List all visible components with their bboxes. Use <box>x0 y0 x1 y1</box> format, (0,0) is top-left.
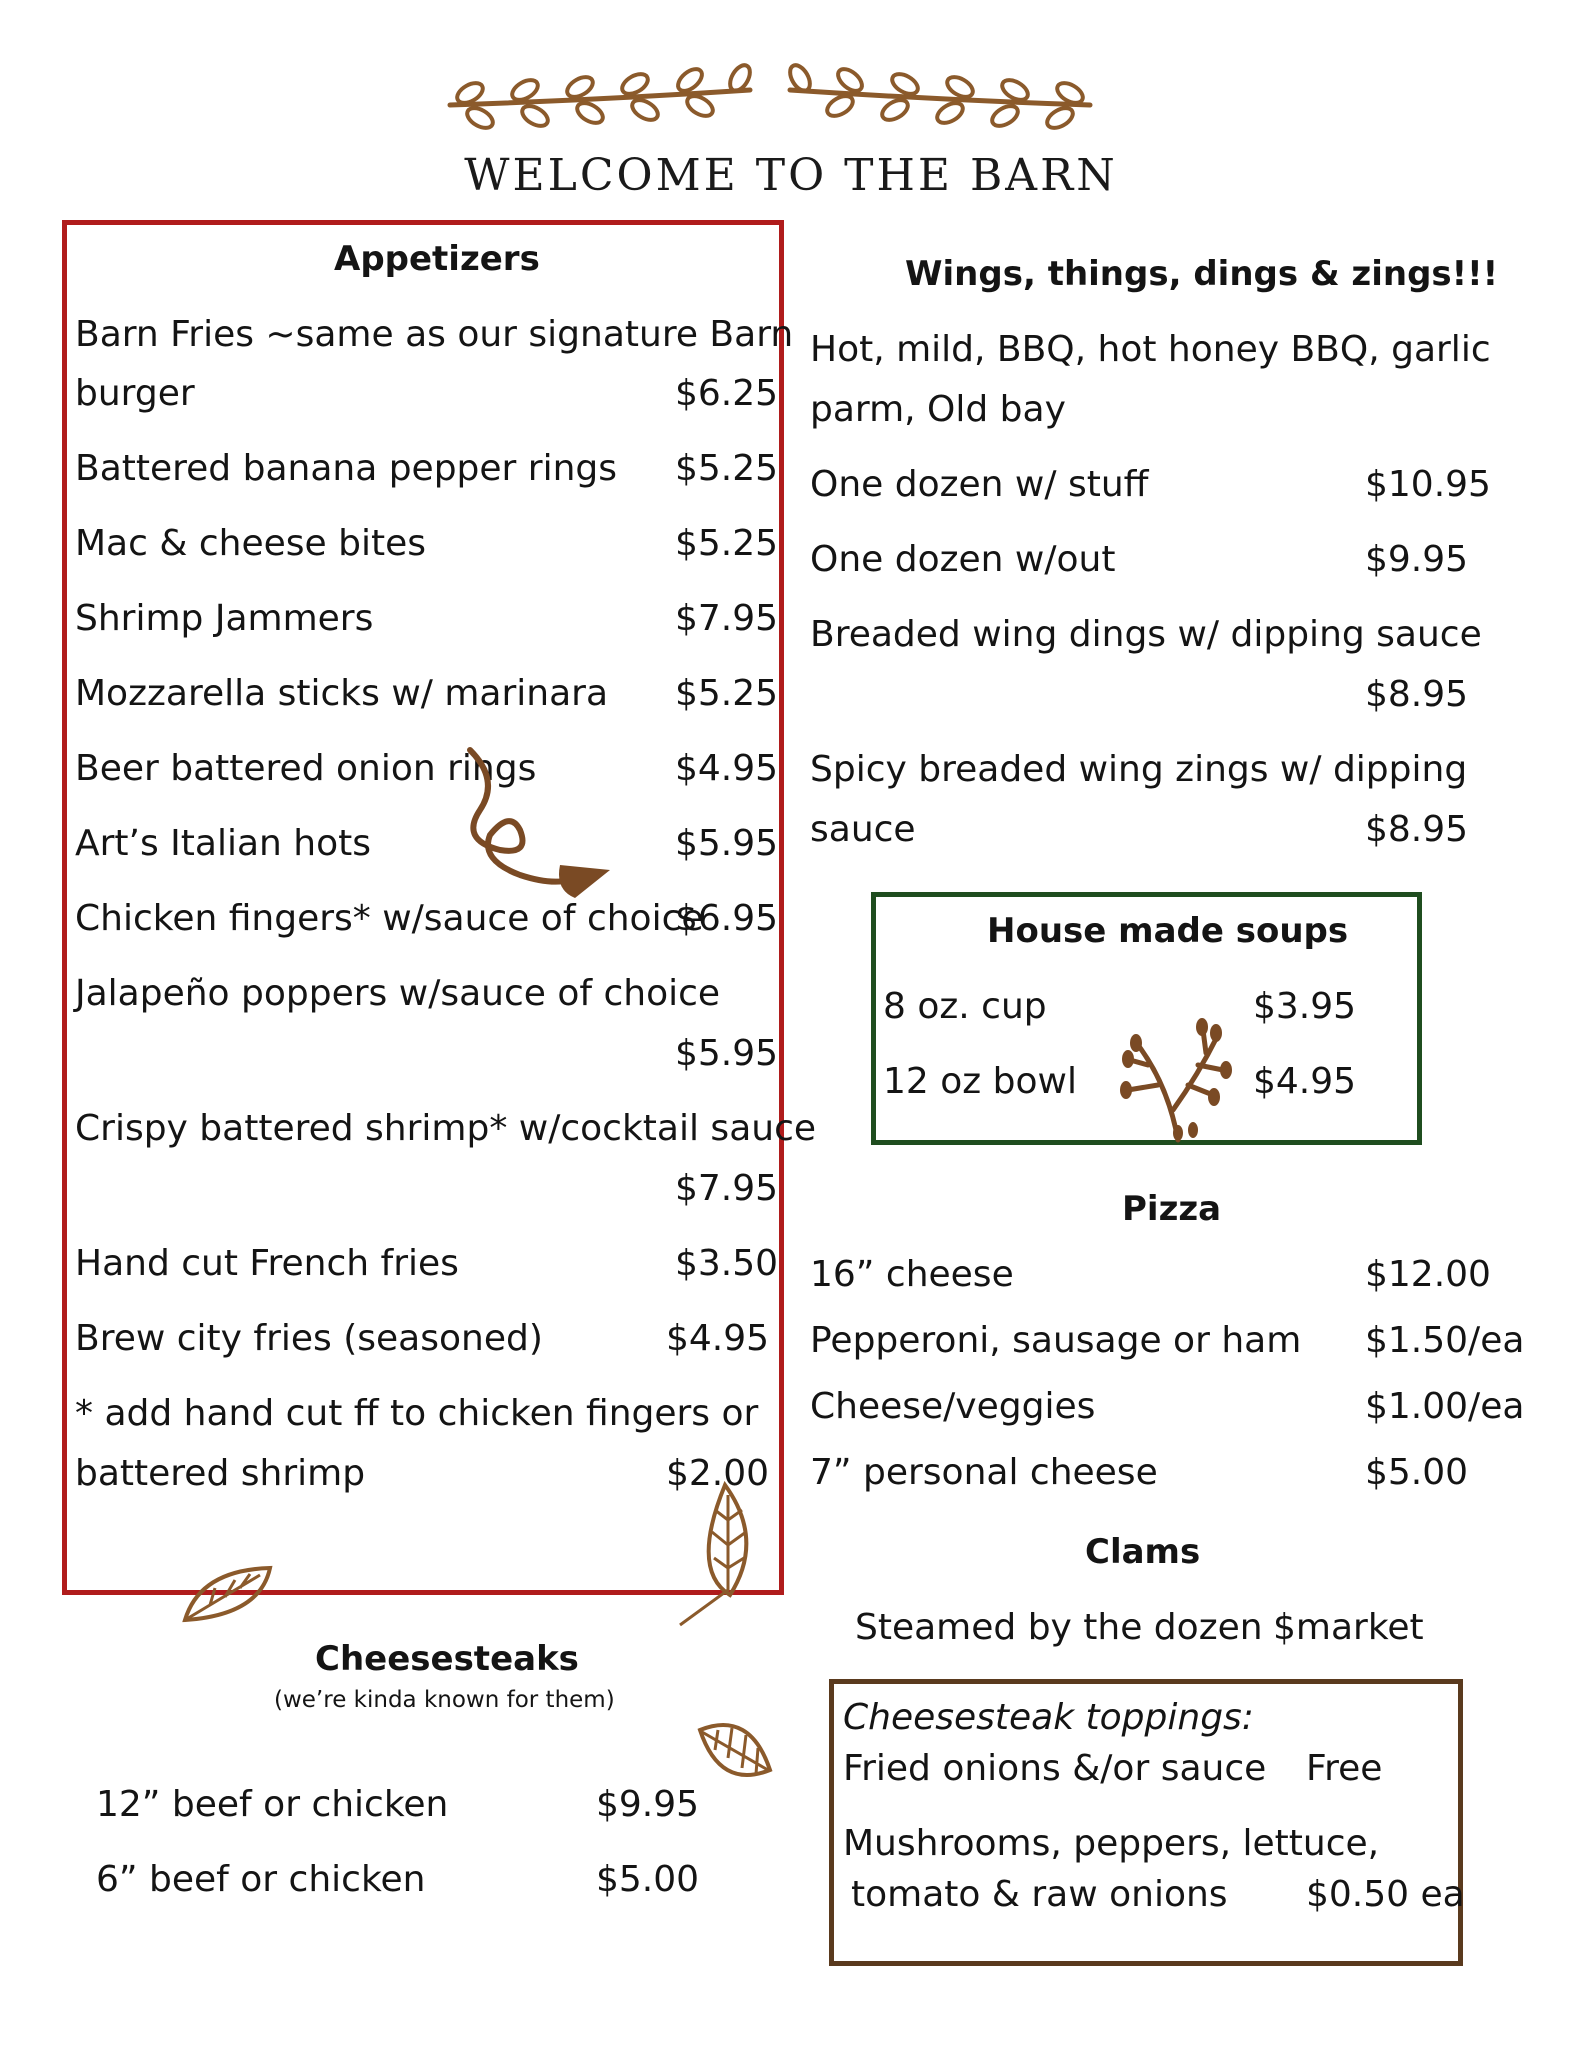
leaf-ornament-icon <box>180 1560 280 1630</box>
appetizer-item-price: $4.95 <box>675 748 779 789</box>
appetizer-item-price: $7.95 <box>675 1168 779 1209</box>
appetizer-item-name: Brew city fries (seasoned) <box>75 1318 543 1359</box>
topping-item-name: Mushrooms, peppers, lettuce, <box>843 1823 1380 1864</box>
wings-item-price: $9.95 <box>1365 539 1469 580</box>
topping-item-price: $0.50 ea <box>1306 1874 1465 1915</box>
curl-ornament-icon <box>440 740 620 900</box>
wings-item-name: Spicy breaded wing zings w/ dipping <box>810 749 1468 790</box>
appetizer-item-name: Beer battered onion rings <box>75 748 537 789</box>
appetizer-item-price: $5.25 <box>675 523 779 564</box>
appetizer-item-price: $5.25 <box>675 673 779 714</box>
laurel-ornament-icon <box>430 60 1110 140</box>
page-title: WELCOME TO THE BARN <box>464 150 1118 201</box>
sprig-ornament-icon <box>1118 1015 1238 1145</box>
appetizer-item-name: * add hand cut ff to chicken fingers or <box>75 1393 759 1434</box>
pizza-item-name: Pepperoni, sausage or ham <box>810 1320 1302 1361</box>
soup-item-price: $4.95 <box>1253 1061 1357 1102</box>
wings-item-price: $10.95 <box>1365 464 1491 505</box>
appetizer-item-name: Mac & cheese bites <box>75 523 426 564</box>
cheesesteaks-heading: Cheesesteaks <box>315 1639 579 1679</box>
appetizer-item-name: Barn Fries ~same as our signature Barn <box>75 314 794 355</box>
appetizer-item-price: $6.95 <box>675 898 779 939</box>
appetizer-item-name: Shrimp Jammers <box>75 598 374 639</box>
pizza-item-name: 16” cheese <box>810 1254 1014 1295</box>
clams-item-name: Steamed by the dozen <box>855 1607 1263 1648</box>
appetizer-item-name: Art’s Italian hots <box>75 823 372 864</box>
wings-item-name: One dozen w/out <box>810 539 1116 580</box>
leaf-ornament-icon <box>670 1480 770 1630</box>
appetizer-item-name: Hand cut French fries <box>75 1243 459 1284</box>
appetizer-item-name: Crispy battered shrimp* w/cocktail sauce <box>75 1108 817 1149</box>
pizza-item-price: $1.50/ea <box>1365 1320 1525 1361</box>
appetizer-item-name: Battered banana pepper rings <box>75 448 618 489</box>
appetizer-item-name: Chicken fingers* w/sauce of choice <box>75 898 704 939</box>
cheesesteak-item-name: 6” beef or chicken <box>96 1859 426 1900</box>
topping-item-name: tomato & raw onions <box>851 1874 1228 1915</box>
appetizer-item-name: Jalapeño poppers w/sauce of choice <box>75 973 721 1014</box>
appetizer-item-price: $4.95 <box>666 1318 770 1359</box>
cheesesteaks-subheading: (we’re kinda known for them) <box>274 1687 615 1713</box>
pizza-item-price: $1.00/ea <box>1365 1386 1525 1427</box>
appetizer-item-price: $3.50 <box>675 1243 779 1284</box>
pizza-item-price: $12.00 <box>1365 1254 1491 1295</box>
appetizer-item-price: $5.25 <box>675 448 779 489</box>
wings-heading: Wings, things, dings & zings!!! <box>905 254 1499 294</box>
appetizer-item-price: $7.95 <box>675 598 779 639</box>
soup-item-name: 8 oz. cup <box>883 986 1047 1027</box>
appetizer-item-price: $5.95 <box>675 823 779 864</box>
soup-item-name: 12 oz bowl <box>883 1061 1077 1102</box>
wings-item-price: $8.95 <box>1365 674 1469 715</box>
wings-item-name: Breaded wing dings w/ dipping sauce <box>810 614 1482 655</box>
wings-flavors: Hot, mild, BBQ, hot honey BBQ, garlic <box>810 329 1491 370</box>
soups-heading: House made soups <box>987 911 1349 951</box>
soup-item-price: $3.95 <box>1253 986 1357 1027</box>
topping-item-name: Fried onions &/or sauce <box>843 1748 1267 1789</box>
wings-item-name: One dozen w/ stuff <box>810 464 1149 505</box>
appetizer-item-name: battered shrimp <box>75 1453 366 1494</box>
appetizer-item-price: $2.00 <box>666 1453 770 1494</box>
appetizer-item-price: $6.25 <box>675 373 779 414</box>
wings-item-name: sauce <box>810 809 916 850</box>
wings-flavors: parm, Old bay <box>810 389 1066 430</box>
appetizers-heading: Appetizers <box>334 239 540 279</box>
leaf-ornament-icon <box>690 1710 780 1800</box>
pizza-item-price: $5.00 <box>1365 1452 1469 1493</box>
appetizer-item-price: $5.95 <box>675 1033 779 1074</box>
appetizer-item-name: Mozzarella sticks w/ marinara <box>75 673 609 714</box>
pizza-heading: Pizza <box>1122 1189 1222 1229</box>
topping-item-price: Free <box>1306 1748 1383 1789</box>
clams-heading: Clams <box>1085 1532 1201 1572</box>
cheesesteak-item-price: $9.95 <box>596 1784 700 1825</box>
clams-item-price: $market <box>1273 1607 1424 1648</box>
wings-item-price: $8.95 <box>1365 809 1469 850</box>
cheesesteak-item-price: $5.00 <box>596 1859 700 1900</box>
cheesesteak-item-name: 12” beef or chicken <box>96 1784 449 1825</box>
appetizer-item-name: burger <box>75 373 195 414</box>
toppings-heading: Cheesesteak toppings: <box>843 1697 1254 1738</box>
pizza-item-name: Cheese/veggies <box>810 1386 1096 1427</box>
pizza-item-name: 7” personal cheese <box>810 1452 1158 1493</box>
